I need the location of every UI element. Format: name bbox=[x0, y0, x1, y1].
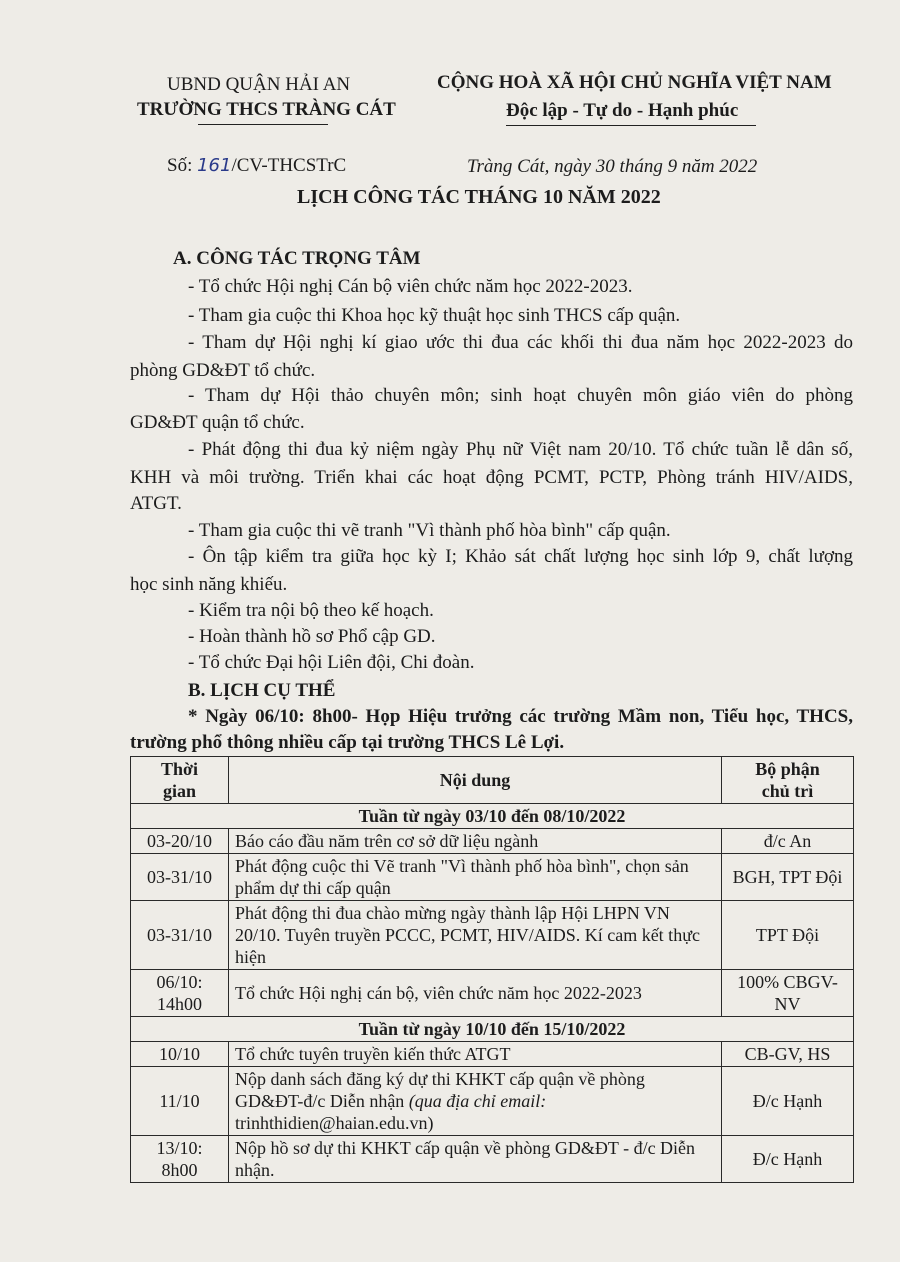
motto-underline bbox=[506, 125, 756, 126]
col-header-time-l2: gian bbox=[162, 781, 196, 801]
col-header-owner-l2: chủ trì bbox=[761, 781, 814, 801]
content-cell: Phát động cuộc thi Vẽ tranh "Vì thành phố hòa bình", chọn sản phẩm dự thi cấp quận bbox=[229, 854, 722, 901]
focus-item: - Tổ chức Đại hội Liên đội, Chi đoàn. bbox=[188, 652, 475, 673]
time-cell: 03-31/10 bbox=[131, 901, 229, 970]
page-title: LỊCH CÔNG TÁC THÁNG 10 NĂM 2022 bbox=[297, 186, 661, 208]
focus-item: - Tham dự Hội thảo chuyên môn; sinh hoạt chuyên môn giáo viên do phòng bbox=[188, 385, 853, 406]
week-row bbox=[131, 804, 854, 829]
owner-cell: 100% CBGV-NV bbox=[722, 970, 854, 1017]
owner-cell: BGH, TPT Đội bbox=[722, 854, 854, 901]
col-header-time-l1: Thời bbox=[161, 759, 198, 779]
focus-item-cont: GD&ĐT quận tổ chức. bbox=[130, 412, 305, 433]
doc-number-suffix: /CV-THCSTrC bbox=[231, 155, 347, 176]
focus-item-cont: học sinh năng khiếu. bbox=[130, 574, 288, 595]
content-email: trinhthidien@haian.edu.vn) bbox=[235, 1113, 434, 1133]
doc-number-handwritten: 161 bbox=[197, 155, 232, 176]
focus-item: - Kiểm tra nội bộ theo kế hoạch. bbox=[188, 600, 434, 621]
national-motto: Độc lập - Tự do - Hạnh phúc bbox=[506, 100, 739, 121]
content-cell: Nộp hồ sơ dự thi KHKT cấp quận về phòng GD&ĐT - đ/c Diễn nhận. bbox=[229, 1136, 722, 1183]
time-cell: 10/10 bbox=[131, 1042, 229, 1067]
table-row bbox=[131, 829, 854, 854]
doc-number-prefix: Số: bbox=[167, 155, 193, 176]
focus-item: - Ôn tập kiểm tra giữa học kỳ I; Khảo sát chất lượng học sinh lớp 9, chất lượng bbox=[188, 546, 853, 567]
table-row bbox=[131, 854, 854, 901]
content-cell: Tổ chức tuyên truyền kiến thức ATGT bbox=[229, 1042, 722, 1067]
section-b-heading: B. LỊCH CỤ THỂ bbox=[188, 680, 336, 701]
owner-cell: Đ/c Hạnh bbox=[722, 1067, 854, 1136]
content-cell: Tổ chức Hội nghị cán bộ, viên chức năm học 2022-2023 bbox=[229, 970, 722, 1017]
owner-cell: TPT Đội bbox=[722, 901, 854, 970]
owner-cell: Đ/c Hạnh bbox=[722, 1136, 854, 1183]
meeting-note-cont: trường phổ thông nhiều cấp tại trường THCS Lê Lợi. bbox=[130, 732, 565, 753]
section-a-heading: A. CÔNG TÁC TRỌNG TÂM bbox=[173, 248, 421, 269]
content-italic-note: (qua địa chỉ email: bbox=[408, 1091, 547, 1111]
focus-item: - Tham gia cuộc thi vẽ tranh "Vì thành phố hòa bình" cấp quận. bbox=[188, 520, 671, 541]
focus-item: - Phát động thi đua kỷ niệm ngày Phụ nữ Việt nam 20/10. Tổ chức tuần lễ dân số, bbox=[188, 439, 853, 460]
table-header-row bbox=[131, 757, 854, 804]
week-row bbox=[131, 1017, 854, 1042]
week-label: Tuần từ ngày 10/10 đến 15/10/2022 bbox=[131, 1017, 854, 1042]
time-cell: 11/10 bbox=[131, 1067, 229, 1136]
focus-item-cont: ATGT. bbox=[130, 493, 182, 514]
focus-item: - Tham gia cuộc thi Khoa học kỹ thuật học sinh THCS cấp quận. bbox=[188, 305, 681, 326]
content-cell: Phát động thi đua chào mừng ngày thành lập Hội LHPN VN 20/10. Tuyên truyền PCCC, PCMT, HIV/AIDS. Kí cam kết thực hiện bbox=[229, 901, 722, 970]
time-cell: 03-31/10 bbox=[131, 854, 229, 901]
content-cell bbox=[229, 1067, 722, 1136]
meeting-note: * Ngày 06/10: 8h00- Họp Hiệu trưởng các trường Mầm non, Tiểu học, THCS, bbox=[188, 706, 853, 727]
content-main: Nộp danh sách đăng ký dự thi KHKT cấp quận về phòng GD&ĐT-đ/c Diễn nhận bbox=[235, 1069, 645, 1111]
time-cell: 06/10: 14h00 bbox=[131, 970, 229, 1017]
content-cell: Báo cáo đầu năm trên cơ sở dữ liệu ngành bbox=[229, 829, 722, 854]
focus-item: - Tổ chức Hội nghị Cán bộ viên chức năm học 2022-2023. bbox=[188, 276, 633, 297]
school-name: TRƯỜNG THCS TRÀNG CÁT bbox=[137, 99, 396, 120]
week-label: Tuần từ ngày 03/10 đến 08/10/2022 bbox=[131, 804, 854, 829]
col-header-owner bbox=[722, 757, 854, 804]
table-row bbox=[131, 1136, 854, 1183]
table-row bbox=[131, 1042, 854, 1067]
owner-cell: CB-GV, HS bbox=[722, 1042, 854, 1067]
date-line: Tràng Cát, ngày 30 tháng 9 năm 2022 bbox=[467, 156, 758, 177]
agency-name: UBND QUẬN HẢI AN bbox=[167, 74, 351, 95]
schedule-table bbox=[130, 756, 854, 1183]
focus-item: - Tham dự Hội nghị kí giao ước thi đua các khối thi đua năm học 2022-2023 do bbox=[188, 332, 853, 353]
col-header-owner-l1: Bộ phận bbox=[755, 759, 820, 779]
focus-item-cont: phòng GD&ĐT tổ chức. bbox=[130, 360, 316, 381]
col-header-content: Nội dung bbox=[229, 757, 722, 804]
focus-item-cont: KHH và môi trường. Triển khai các hoạt động PCMT, PCTP, Phòng tránh HIV/AIDS, bbox=[130, 467, 853, 488]
owner-cell: đ/c An bbox=[722, 829, 854, 854]
table-row bbox=[131, 970, 854, 1017]
doc-number bbox=[167, 155, 346, 177]
col-header-time bbox=[131, 757, 229, 804]
school-name-underline bbox=[198, 124, 328, 125]
table-row bbox=[131, 1067, 854, 1136]
time-cell: 03-20/10 bbox=[131, 829, 229, 854]
table-row bbox=[131, 901, 854, 970]
national-title: CỘNG HOÀ XÃ HỘI CHỦ NGHĨA VIỆT NAM bbox=[437, 72, 832, 93]
time-cell: 13/10: 8h00 bbox=[131, 1136, 229, 1183]
focus-item: - Hoàn thành hồ sơ Phổ cập GD. bbox=[188, 626, 436, 647]
